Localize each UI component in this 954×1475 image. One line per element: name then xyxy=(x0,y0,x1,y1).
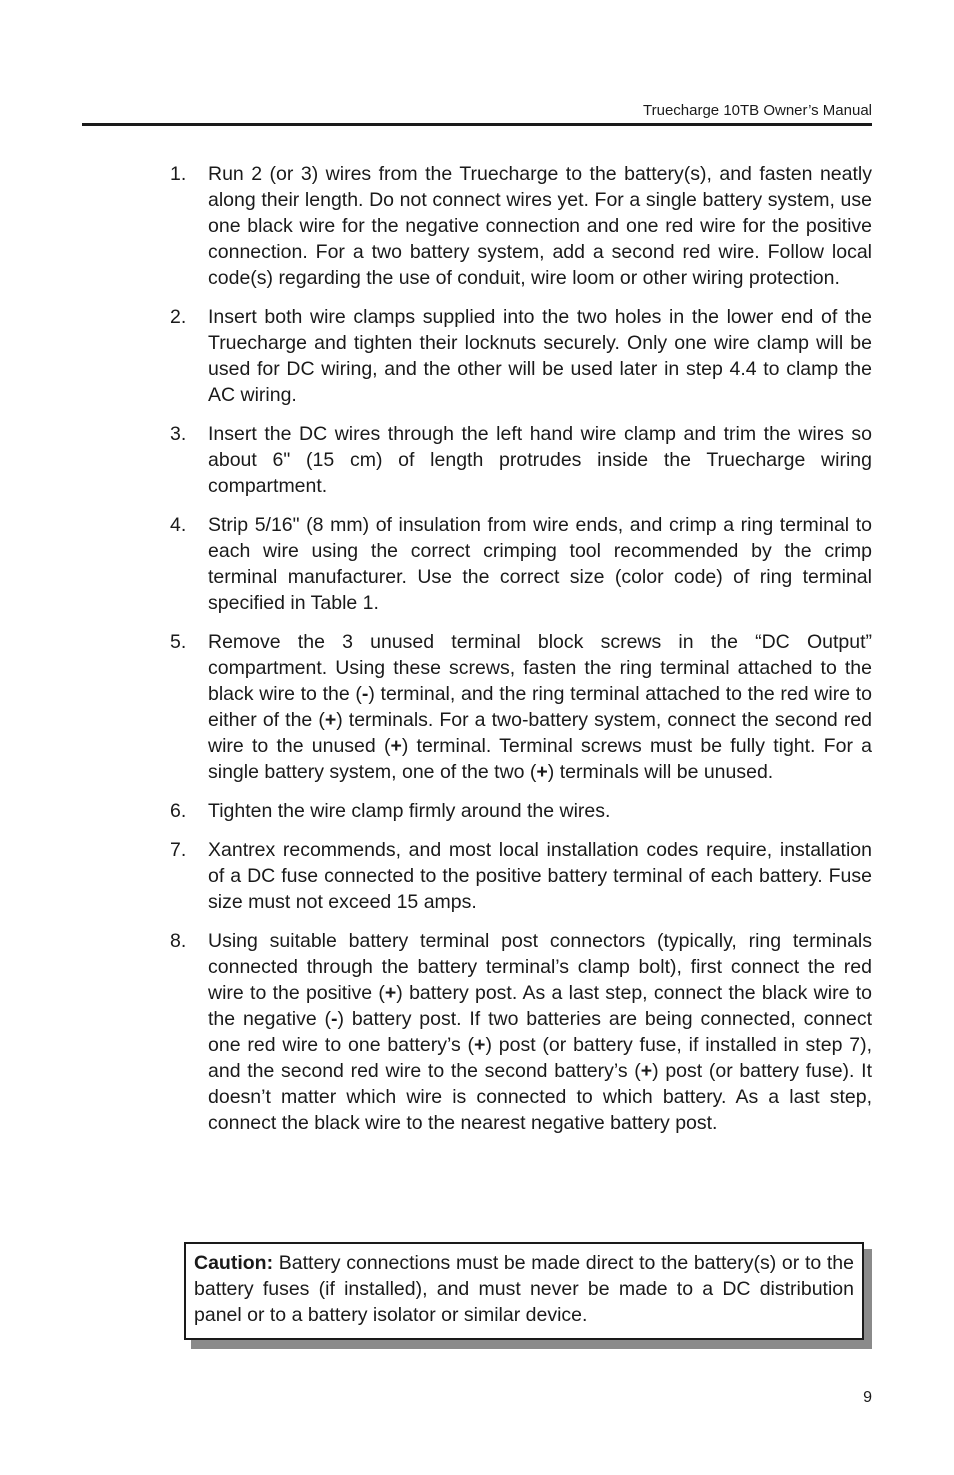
negative-symbol: - xyxy=(361,683,369,705)
step-text xyxy=(208,798,872,824)
installation-steps-list xyxy=(0,161,954,1149)
step-text xyxy=(208,304,872,408)
positive-symbol: + xyxy=(536,761,548,783)
step-text-run: Insert the DC wires through the left hand wire clamp and trim the wires so about 6" (15 cm) of length protrudes inside the Truecharge wiring compartment. xyxy=(208,423,872,497)
page-number: 9 xyxy=(863,1389,872,1406)
positive-symbol: + xyxy=(474,1034,486,1056)
step-number: 3. xyxy=(170,423,187,445)
caution-text: Battery connections must be made direct to the battery(s) or to the battery fuses (if installed), and must never be made to a DC distribution panel or to a battery isolator or similar device. xyxy=(194,1252,854,1326)
step-text xyxy=(208,629,872,785)
step-text-run: ) terminal. Terminal screws must be fully tight. For a single battery system, one of the two ( xyxy=(208,735,872,783)
step-text xyxy=(208,512,872,616)
step-2 xyxy=(0,304,954,408)
step-text-run: Strip 5/16" (8 mm) of insulation from wire ends, and crimp a ring terminal to each wire using the correct crimping tool recommended by the crimp terminal manufacturer. Use the correct size (color code) of ring terminal specified in Table 1. xyxy=(208,514,872,614)
step-text xyxy=(208,421,872,499)
step-text-run: Tighten the wire clamp firmly around the wires. xyxy=(208,800,611,822)
positive-symbol: + xyxy=(390,735,402,757)
step-text xyxy=(208,928,872,1136)
step-4 xyxy=(0,512,954,616)
step-text-run: Using suitable battery terminal post connectors (typically, ring terminals connected through the battery terminal’s clamp bolt), first connect the red wire to the positive ( xyxy=(208,930,872,1004)
step-text-run: ) terminal, and the ring terminal attached to the red wire to either of the ( xyxy=(208,683,872,731)
positive-symbol: + xyxy=(384,982,397,1004)
negative-symbol: - xyxy=(331,1008,338,1030)
step-5 xyxy=(0,629,954,785)
step-text-run: ) battery post. As a last step, connect the black wire to the negative ( xyxy=(208,982,872,1030)
step-text-run: ) post (or battery fuse, if installed in step 7), and the second red wire to the second battery’s ( xyxy=(208,1034,872,1082)
step-text-run: ) battery post. If two batteries are being connected, connect one red wire to one battery’s ( xyxy=(208,1008,872,1056)
step-number: 5. xyxy=(170,631,187,653)
step-number: 7. xyxy=(170,839,187,861)
step-3 xyxy=(0,421,954,499)
step-text-run: ) terminals will be unused. xyxy=(547,761,774,783)
step-number: 4. xyxy=(170,514,187,536)
step-number: 1. xyxy=(170,163,187,185)
step-1 xyxy=(0,161,954,291)
step-text xyxy=(208,161,872,291)
caution-box xyxy=(184,1242,864,1340)
step-text xyxy=(208,837,872,915)
step-number: 6. xyxy=(170,800,187,822)
step-number: 2. xyxy=(170,306,187,328)
step-text-run: Xantrex recommends, and most local installation codes require, installation of a DC fuse connected to the positive battery terminal of each battery. Fuse size must not exceed 15 amps. xyxy=(208,839,872,913)
step-text-run: ) terminals. For a two-battery system, connect the second red wire to the unused ( xyxy=(208,709,873,757)
step-6 xyxy=(0,798,954,824)
header-rule xyxy=(82,123,872,126)
step-text-run: ) post (or battery fuse). It doesn’t matter which wire is connected to which battery. As a last step, connect the black wire to the nearest negative battery post. xyxy=(208,1060,872,1134)
step-text-run: Remove the 3 unused terminal block screws in the “DC Output” compartment. Using these screws, fasten the ring terminal attached to the black wire to the ( xyxy=(208,631,872,705)
positive-symbol: + xyxy=(324,709,337,731)
step-8 xyxy=(0,928,954,1136)
caution-label: Caution: xyxy=(194,1252,274,1274)
step-number: 8. xyxy=(170,930,187,952)
positive-symbol: + xyxy=(640,1060,653,1082)
step-text-run: Insert both wire clamps supplied into the two holes in the lower end of the Truecharge and tighten their locknuts securely. Only one wire clamp will be used for DC wiring, and the other will be used later in step 4.4 to clamp the AC wiring. xyxy=(208,306,872,406)
step-7 xyxy=(0,837,954,915)
running-header: Truecharge 10TB Owner’s Manual xyxy=(643,102,872,119)
step-text-run: Run 2 (or 3) wires from the Truecharge to the battery(s), and fasten neatly along their length. Do not connect wires yet. For a single battery system, use one black wire for the negative connection and one red wire for the positive connection. For a two battery system, add a second red wire. Follow local code(s) regarding the use of conduit, wire loom or other wiring protection. xyxy=(208,163,872,289)
